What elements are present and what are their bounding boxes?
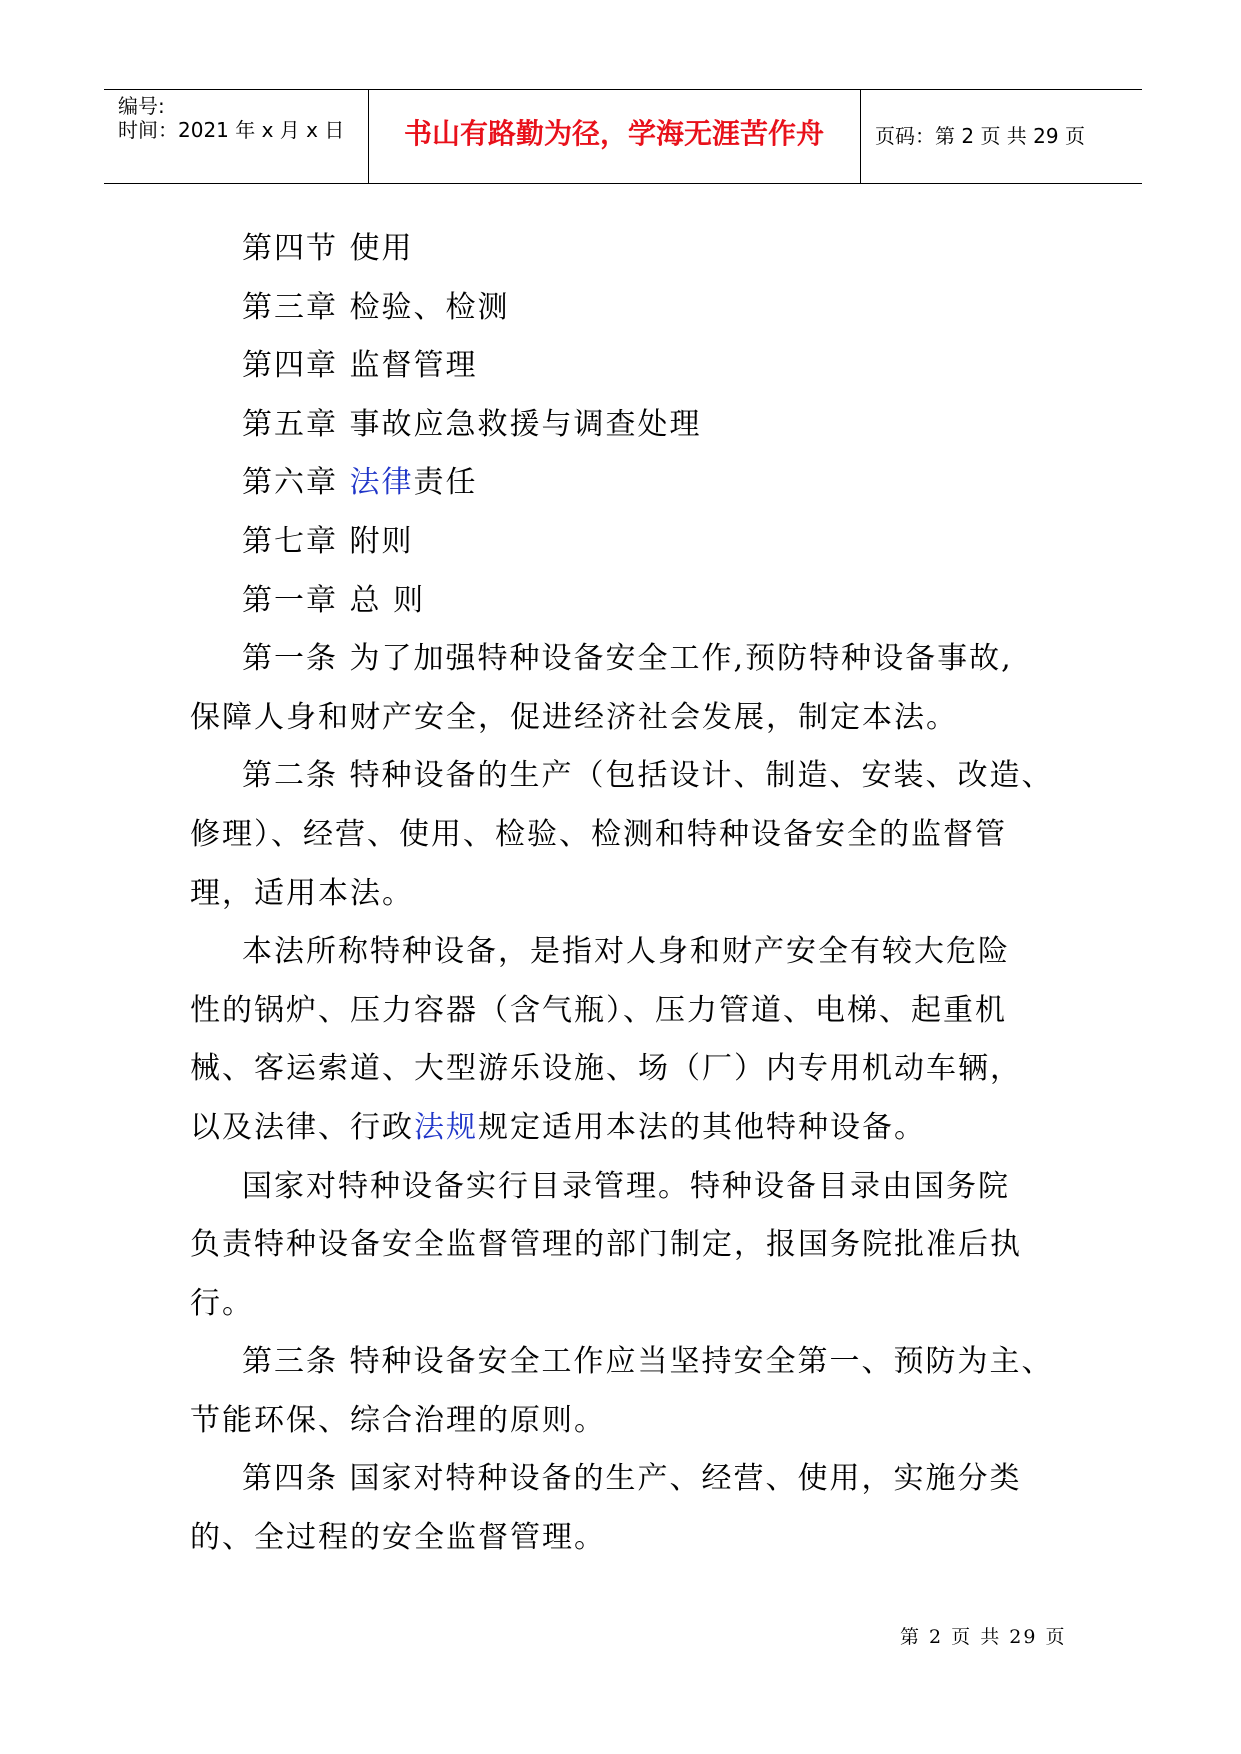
toc-line: 第五章 事故应急救援与调查处理 (242, 406, 702, 442)
article-3-line: 节能环保、综合治理的原则。 (190, 1402, 606, 1438)
header-meta-cell (104, 90, 369, 183)
scope-paragraph-line (190, 1099, 1070, 1158)
article-2-line: 第二条 特种设备的生产（包括设计、制造、安装、改造、 (242, 758, 1054, 794)
law-link[interactable]: 法律 (349, 465, 414, 501)
article-4-line: 的、全过程的安全监督管理。 (190, 1520, 606, 1556)
toc-line: 第三章 检验、检测 (242, 289, 510, 325)
scope-paragraph-line: 本法所称特种设备，是指对人身和财产安全有较大危险 (242, 934, 1010, 970)
catalog-paragraph-line: 负责特种设备安全监督管理的部门制定，报国务院批准后执 (190, 1227, 1022, 1263)
scope-paragraph-line: 械、客运索道、大型游乐设施、场（厂）内专用机动车辆， (190, 1051, 1022, 1087)
article-2-line: 修理）、经营、使用、检验、检测和特种设备安全的监督管 (190, 816, 1007, 852)
motto-text: 书山有路勤为径，学海无涯苦作舟 (403, 117, 824, 150)
article-3-line: 第三条 特种设备安全工作应当坚持安全第一、预防为主、 (242, 1344, 1054, 1380)
header-page-cell (861, 90, 1142, 183)
catalog-paragraph-line: 行。 (190, 1285, 254, 1321)
regulation-link[interactable]: 法规 (414, 1109, 478, 1145)
document-time-label: 时间：2021 年 x 月 x 日 (118, 118, 345, 142)
document-number-label: 编号: (118, 94, 165, 118)
chapter-heading: 第一章 总 则 (242, 582, 426, 618)
toc-line: 第七章 附则 (242, 523, 414, 559)
article-1-line: 保障人身和财产安全，促进经济社会发展，制定本法。 (190, 699, 958, 735)
catalog-paragraph-line: 国家对特种设备实行目录管理。特种设备目录由国务院 (242, 1168, 1010, 1204)
toc-ch6-prefix: 第六章 (242, 465, 350, 501)
page-code-label: 页码：第 2 页 共 29 页 (875, 124, 1085, 148)
toc-ch6-suffix: 责任 (413, 465, 478, 501)
page-footer: 第 2 页 共 29 页 (900, 1626, 1067, 1648)
document-body (190, 220, 1070, 1568)
scope-line4-prefix: 以及法律、行政 (190, 1109, 414, 1145)
toc-line: 第四章 监督管理 (242, 348, 478, 384)
page-header (104, 89, 1142, 184)
article-4-line: 第四条 国家对特种设备的生产、经营、使用，实施分类 (242, 1461, 1022, 1497)
header-motto-cell (368, 90, 861, 183)
scope-line4-suffix: 规定适用本法的其他特种设备。 (478, 1109, 926, 1145)
article-1-line: 第一条 为了加强特种设备安全工作,预防特种设备事故, (242, 641, 1013, 677)
toc-line-chapter-6 (190, 454, 1070, 513)
scope-paragraph-line: 性的锅炉、压力容器（含气瓶）、压力管道、电梯、起重机 (190, 992, 1007, 1028)
toc-line: 第四节 使用 (242, 231, 414, 266)
article-2-line: 理，适用本法。 (190, 875, 414, 911)
